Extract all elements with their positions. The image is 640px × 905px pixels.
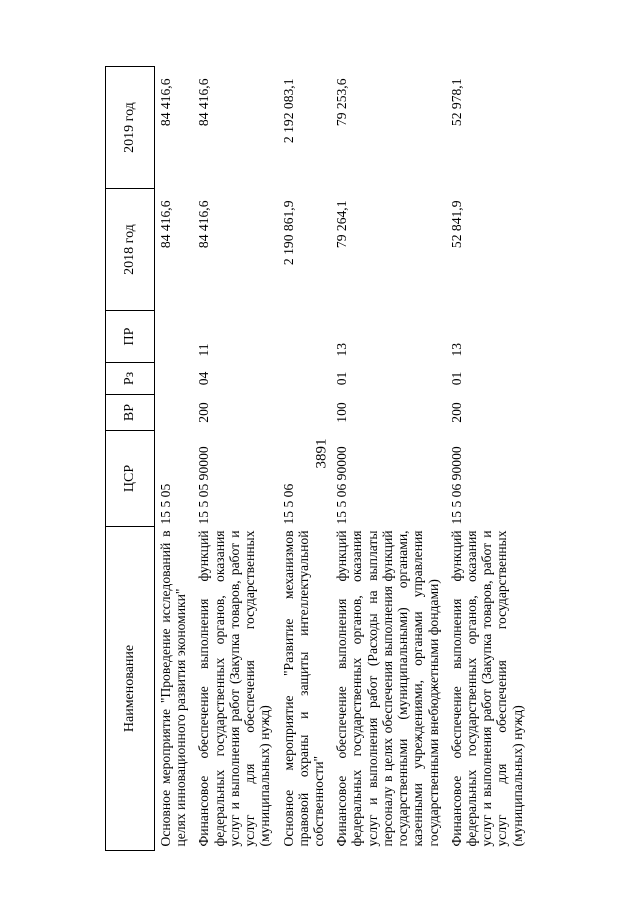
header-2019: 2019 год [106, 67, 155, 189]
row-pr [155, 311, 194, 363]
row-2018: 84 416,6 [196, 200, 212, 249]
header-vr: ВР [106, 395, 155, 431]
row-2018: 79 264,1 [334, 200, 350, 249]
row-2019: 84 416,6 [158, 78, 173, 127]
row-2019: 84 416,6 [196, 78, 212, 127]
row-name: Основное мероприятие "Проведение исследований в целях инновационного развития экономики" [158, 530, 189, 847]
row-csr: 15 5 06 [280, 483, 296, 525]
page-number-text: 3891 [313, 438, 330, 468]
row-csr: 15 5 05 90000 [196, 446, 212, 525]
row-pr: 13 [334, 342, 350, 357]
header-pr: ПР [106, 311, 155, 363]
table-row [193, 67, 277, 851]
row-rz: 01 [334, 371, 350, 386]
row-2018: 2 190 861,9 [280, 200, 296, 266]
header-2018: 2018 год [106, 189, 155, 311]
row-vr [278, 395, 332, 431]
row-vr: 200 [448, 402, 464, 423]
row-vr: 100 [334, 402, 350, 423]
row-rz [155, 363, 194, 395]
row-2018: 52 841,9 [448, 200, 464, 249]
row-name: Основное мероприятие "Развитие механизмов правовой охраны и защиты интеллектуальной собственности" [280, 530, 326, 847]
budget-table [105, 66, 530, 851]
row-2019: 2 192 083,1 [280, 78, 296, 144]
header-csr: ЦСР [106, 431, 155, 527]
row-pr [278, 311, 332, 363]
table-row [446, 67, 530, 851]
budget-table-container [105, 67, 535, 851]
row-vr [155, 395, 194, 431]
row-2019: 79 253,6 [334, 78, 350, 127]
row-pr: 11 [196, 343, 212, 357]
row-name: Финансовое обеспечение выполнения функций федеральных государственных органов, оказания услуг и выполнения работ (Расходы на выплаты персоналу в целях обеспечения выполнения функций государственными (муниципальными) органами, казенными учреждениями, органами управления государственными внебюджетными фондами) [334, 530, 441, 847]
row-name: Финансовое обеспечение выполнения функций федеральных государственных органов, оказания услуг и выполнения работ (Закупка товаров, работ и услуг для обеспечения государственных (муниципальных) нужд) [448, 530, 525, 847]
row-2019: 52 978,1 [448, 78, 464, 127]
table-row [278, 67, 332, 851]
row-name: Финансовое обеспечение выполнения функций федеральных государственных органов, оказания услуг и выполнения работ (Закупка товаров, работ и услуг для обеспечения государственных (муниципальных) нужд) [196, 530, 273, 847]
row-csr: 15 5 05 [158, 483, 173, 525]
row-csr: 15 5 06 90000 [334, 446, 350, 525]
header-name: Наименование [106, 527, 155, 851]
row-pr: 13 [448, 342, 464, 357]
row-rz: 01 [448, 371, 464, 386]
row-rz [278, 363, 332, 395]
row-csr: 15 5 06 90000 [448, 446, 464, 525]
table-row [331, 67, 446, 851]
table-header-row [106, 67, 155, 851]
row-rz: 04 [196, 371, 212, 386]
header-rz: Рз [106, 363, 155, 395]
table-row [155, 67, 194, 851]
row-vr: 200 [196, 402, 212, 423]
row-2018: 84 416,6 [158, 200, 173, 249]
